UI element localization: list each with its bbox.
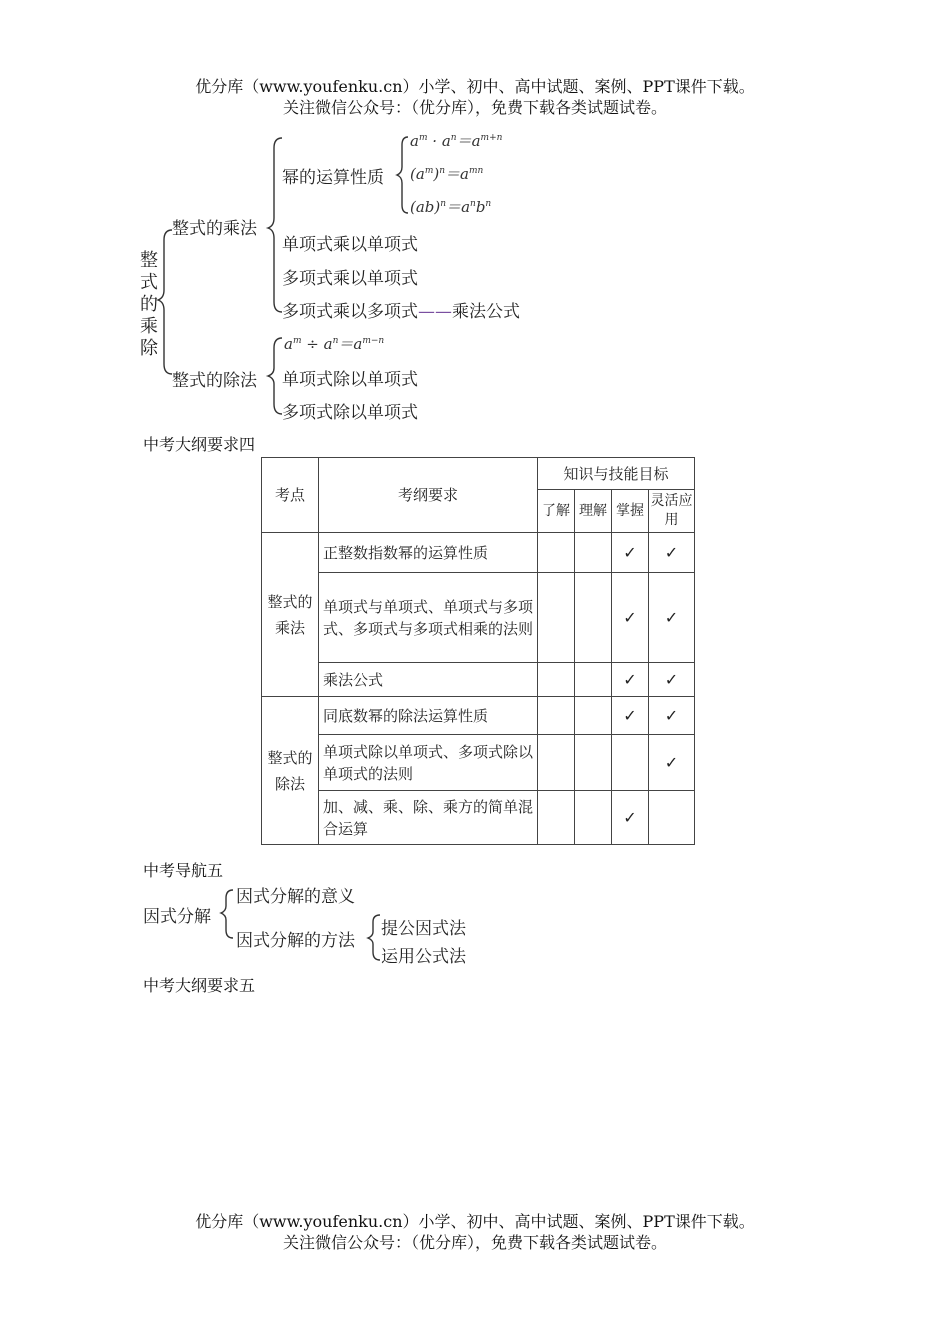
f-exp: m+n [480,133,503,143]
mark-cell [538,573,575,663]
f-exp: m [292,336,302,346]
mark-cell [538,697,575,735]
mark-cell [649,791,695,845]
formula-product-power [410,196,491,217]
f-part: ＝ [338,335,354,353]
f-part: ( [410,165,416,183]
mark-cell [575,697,612,735]
node-factorization: 因式分解 [143,907,211,927]
header-line-1: 优分库（www.youfenku.cn）小学、初中、高中试题、案例、PPT课件下载。 [195,77,755,96]
check-mark-icon: ✓ [649,697,695,735]
check-mark-icon: ✓ [649,533,695,573]
mark-cell [575,573,612,663]
f-part: a [460,165,469,183]
f-part: a [461,198,471,216]
node-common-factor: 提公因式法 [381,919,466,939]
f-part: ÷ [301,335,324,353]
requirement-text: 加、减、乘、除、乘方的简单混合运算 [319,791,538,845]
header-comprehend: 理解 [575,490,612,533]
root-char: 除 [140,338,158,359]
table-row [262,663,695,697]
f-exp: m−n [362,336,385,346]
f-part: (ab) [410,198,441,216]
table-row [262,533,695,573]
f-part: ＝ [446,198,462,216]
f-part: ) [433,165,440,183]
node-poly-by-poly [282,297,520,322]
check-mark-icon: ✓ [612,697,649,735]
f-part: ＝ [445,165,461,183]
requirement-text: 乘法公式 [319,663,538,697]
f-part: a [323,335,333,353]
table-row [262,573,695,663]
dash: —— [418,302,452,322]
node-factorization-methods: 因式分解的方法 [236,931,355,951]
requirement-text: 单项式与单项式、单项式与多项式、多项式与多项式相乘的法则 [319,573,538,663]
f-part: ＝ [456,132,472,150]
f-part: a [441,132,451,150]
f-part: a [353,335,363,353]
requirement-text: 单项式除以单项式、多项式除以单项式的法则 [319,735,538,791]
f-exp: n [440,199,447,209]
f-part: a [415,165,425,183]
node-division: 整式的除法 [172,371,257,391]
node-power-properties: 幂的运算性质 [282,168,384,188]
root-char: 乘 [140,316,158,337]
table-row [262,697,695,735]
table-row [262,791,695,845]
node-multiplication: 整式的乘法 [172,219,257,239]
requirement-text: 正整数指数幂的运算性质 [319,533,538,573]
f-part: b [475,198,486,216]
header-syllabus-requirement: 考纲要求 [319,458,538,533]
mark-cell [612,735,649,791]
root-char: 的 [140,294,158,315]
check-mark-icon: ✓ [649,663,695,697]
check-mark-icon: ✓ [649,573,695,663]
mark-cell [575,533,612,573]
f-exp: mn [468,166,484,176]
f-part: a [471,132,481,150]
footer-line-1: 优分库（www.youfenku.cn）小学、初中、高中试题、案例、PPT课件下载。 [195,1212,755,1231]
f-exp: n [485,199,492,209]
table-row [262,735,695,791]
header-skill-goals: 知识与技能目标 [538,458,695,490]
root-char: 整 [140,250,158,271]
f-part: · [427,132,442,150]
section-title-navigation-5: 中考导航五 [143,861,224,880]
mark-cell [538,735,575,791]
mark-cell [575,663,612,697]
node-poly-div-mono: 多项式除以单项式 [282,403,418,423]
header-understand: 了解 [538,490,575,533]
node-formula-method: 运用公式法 [381,947,466,967]
f-exp: m [424,166,434,176]
check-mark-icon: ✓ [612,663,649,697]
f-exp: n [332,336,339,346]
mark-cell [538,663,575,697]
formula-power-of-power [410,163,483,184]
node-mono-by-mono: 单项式乘以单项式 [282,235,418,255]
header-flexible-apply: 灵活应用 [649,490,695,533]
f-exp: n [470,199,476,209]
f-exp: n [439,166,446,176]
root-char: 式 [140,272,158,293]
f-exp: m [418,133,428,143]
f-exp: n [450,133,457,143]
section-title-syllabus-4: 中考大纲要求四 [143,435,256,454]
check-mark-icon: ✓ [612,573,649,663]
f-part: a [410,132,419,150]
node-factorization-meaning: 因式分解的意义 [236,887,355,907]
header-master: 掌握 [612,490,649,533]
requirement-text: 同底数幂的除法运算性质 [319,697,538,735]
formula-power-quotient [284,333,384,354]
group-division: 整式的除法 [262,697,319,845]
footer-line-2: 关注微信公众号：（优分库），免费下载各类试题试卷。 [282,1233,667,1252]
check-mark-icon: ✓ [612,533,649,573]
formula-power-product [410,130,502,151]
mark-cell [575,735,612,791]
node-mono-div-mono: 单项式除以单项式 [282,370,418,390]
header-exam-point: 考点 [262,458,319,533]
requirements-table [261,457,695,845]
mark-cell [538,533,575,573]
f-part: a [284,335,293,353]
node-poly-by-mono: 多项式乘以单项式 [282,269,418,289]
mark-cell [575,791,612,845]
node-poly-by-poly-label: 多项式乘以多项式 [282,302,418,322]
root-vertical-label [138,250,160,360]
node-multiplication-formula: 乘法公式 [452,302,520,322]
mark-cell [538,791,575,845]
section-title-syllabus-5: 中考大纲要求五 [143,976,256,995]
group-multiplication: 整式的乘法 [262,533,319,697]
check-mark-icon: ✓ [612,791,649,845]
header-line-2: 关注微信公众号：（优分库），免费下载各类试题试卷。 [282,98,667,117]
check-mark-icon: ✓ [649,735,695,791]
